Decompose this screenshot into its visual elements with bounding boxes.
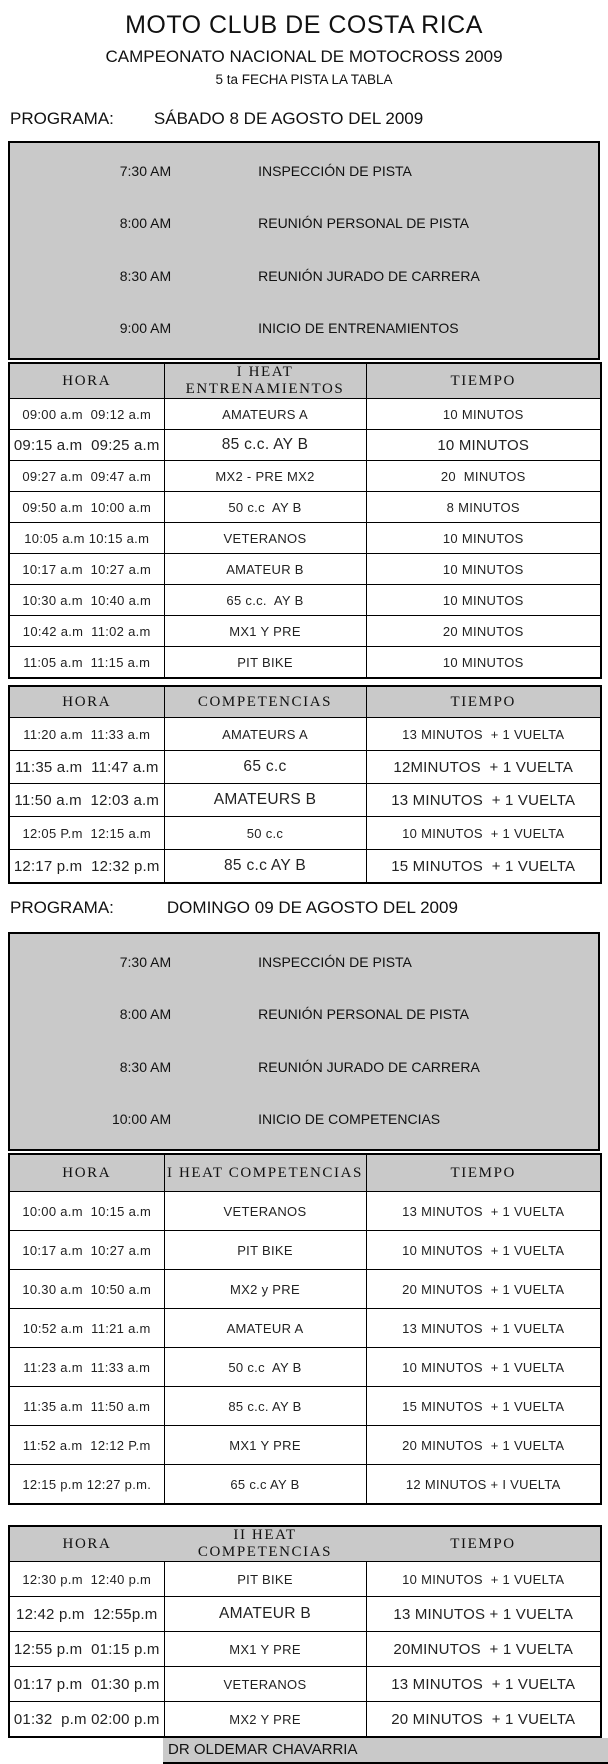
table-row xyxy=(9,718,601,751)
schedule-time: 8:00 AM xyxy=(119,1006,172,1022)
tiempo-cell: 10 MINUTOS + 1 VUELTA xyxy=(366,1231,601,1270)
class-cell: 85 c.c. AY B xyxy=(164,430,366,461)
tiempo-cell: 20 MINUTOS + 1 VUELTA xyxy=(366,1702,601,1738)
table-row xyxy=(9,1426,601,1465)
program-date: SÁBADO 8 DE AGOSTO DEL 2009 xyxy=(153,109,424,128)
hora-cell: 11:35 a.m 11:47 a.m xyxy=(9,751,164,784)
class-cell: AMATEURS A xyxy=(164,718,366,751)
column-header-tiempo: TIEMPO xyxy=(366,1526,601,1562)
column-header-clase: II HEAT COMPETENCIAS xyxy=(164,1526,366,1562)
class-cell: AMATEUR B xyxy=(164,1597,366,1632)
class-cell: 85 c.c. AY B xyxy=(164,1387,366,1426)
program-line-sunday xyxy=(10,897,608,919)
hora-cell: 10:17 a.m 10:27 a.m xyxy=(9,1231,164,1270)
class-cell: 50 c.c xyxy=(164,817,366,850)
hora-cell: 09:15 a.m 09:25 a.m xyxy=(9,430,164,461)
class-cell: 50 c.c AY B xyxy=(164,492,366,523)
hora-cell: 12:05 P.m 12:15 a.m xyxy=(9,817,164,850)
schedule-time: 8:30 AM xyxy=(119,1058,172,1075)
schedule-line xyxy=(10,936,598,989)
header-row xyxy=(9,1526,601,1562)
table-row xyxy=(9,1309,601,1348)
class-cell: PIT BIKE xyxy=(164,1562,366,1597)
footer-signature: DR OLDEMAR CHAVARRIA xyxy=(163,1738,608,1764)
header-row xyxy=(9,1154,601,1192)
table-row xyxy=(9,523,601,554)
tiempo-cell: 10 MINUTOS xyxy=(366,554,601,585)
tiempo-cell: 13 MINUTOS + 1 VUELTA xyxy=(366,784,601,817)
table-row xyxy=(9,1387,601,1426)
class-cell: MX2 y PRE xyxy=(164,1270,366,1309)
table-row xyxy=(9,1465,601,1505)
table-row xyxy=(9,1562,601,1597)
page-subtitle: CAMPEONATO NACIONAL DE MOTOCROSS 2009 xyxy=(105,47,503,66)
table-row xyxy=(9,399,601,430)
schedule-activity: INICIO DE COMPETENCIAS xyxy=(258,1111,441,1127)
column-header-clase: I HEAT COMPETENCIAS xyxy=(164,1154,366,1192)
saturday-competition-table xyxy=(8,685,602,884)
column-header-hora: HORA xyxy=(9,1526,164,1562)
hora-cell: 12:30 p.m 12:40 p.m xyxy=(9,1562,164,1597)
class-cell: VETERANOS xyxy=(164,523,366,554)
hora-cell: 11:20 a.m 11:33 a.m xyxy=(9,718,164,751)
class-cell: VETERANOS xyxy=(164,1667,366,1702)
class-cell: 65 c.c xyxy=(164,751,366,784)
hora-cell: 11:50 a.m 12:03 a.m xyxy=(9,784,164,817)
hora-cell: 10:00 a.m 10:15 a.m xyxy=(9,1192,164,1231)
tiempo-cell: 20 MINUTOS xyxy=(366,616,601,647)
schedule-line xyxy=(10,250,598,303)
schedule-activity: REUNIÓN PERSONAL DE PISTA xyxy=(258,1006,469,1022)
column-header-clase: COMPETENCIAS xyxy=(164,686,366,718)
tiempo-cell: 20 MINUTOS + 1 VUELTA xyxy=(366,1270,601,1309)
program-line-saturday xyxy=(10,108,608,130)
column-header-hora: HORA xyxy=(9,1154,164,1192)
hora-cell: 12:15 p.m 12:27 p.m. xyxy=(9,1465,164,1505)
schedule-activity: REUNIÓN JURADO DE CARRERA xyxy=(258,1058,480,1075)
tiempo-cell: 20MINUTOS + 1 VUELTA xyxy=(366,1632,601,1667)
table-row xyxy=(9,751,601,784)
class-cell: 50 c.c AY B xyxy=(164,1348,366,1387)
tiempo-cell: 10 MINUTOS xyxy=(366,647,601,679)
tiempo-cell: 20 MINUTOS xyxy=(366,461,601,492)
table-row xyxy=(9,554,601,585)
tiempo-cell: 13 MINUTOS + 1 VUELTA xyxy=(366,718,601,751)
class-cell: MX1 Y PRE xyxy=(164,1632,366,1667)
schedule-line xyxy=(10,198,598,251)
tiempo-cell: 10 MINUTOS xyxy=(366,430,601,461)
hora-cell: 10:30 a.m 10:40 a.m xyxy=(9,585,164,616)
class-cell: PIT BIKE xyxy=(164,647,366,679)
schedule-line xyxy=(10,145,598,198)
tiempo-cell: 8 MINUTOS xyxy=(366,492,601,523)
schedule-time: 8:00 AM xyxy=(119,215,172,231)
schedule-line xyxy=(10,989,598,1042)
schedule-time: 7:30 AM xyxy=(119,953,172,970)
table-row xyxy=(9,430,601,461)
schedule-activity: INSPECCIÓN DE PISTA xyxy=(258,162,412,179)
hora-cell: 10.30 a.m 10:50 a.m xyxy=(9,1270,164,1309)
table-row xyxy=(9,616,601,647)
hora-cell: 11:23 a.m 11:33 a.m xyxy=(9,1348,164,1387)
table-row xyxy=(9,1348,601,1387)
tiempo-cell: 13 MINUTOS + 1 VUELTA xyxy=(366,1309,601,1348)
hora-cell: 11:35 a.m 11:50 a.m xyxy=(9,1387,164,1426)
class-cell: VETERANOS xyxy=(164,1192,366,1231)
class-cell: AMATEUR A xyxy=(164,1309,366,1348)
column-header-tiempo: TIEMPO xyxy=(366,1154,601,1192)
tiempo-cell: 10 MINUTOS xyxy=(366,399,601,430)
schedule-time: 9:00 AM xyxy=(119,320,172,336)
table-row xyxy=(9,647,601,679)
class-cell: 65 c.c AY B xyxy=(164,1465,366,1505)
hora-cell: 09:00 a.m 09:12 a.m xyxy=(9,399,164,430)
schedule-time: 7:30 AM xyxy=(119,162,172,179)
hora-cell: 12:42 p.m 12:55p.m xyxy=(9,1597,164,1632)
hora-cell: 01:32 p.m 02:00 p.m xyxy=(9,1702,164,1738)
class-cell: AMATEURS B xyxy=(164,784,366,817)
header-row xyxy=(9,686,601,718)
class-cell: MX2 - PRE MX2 xyxy=(164,461,366,492)
table-row xyxy=(9,817,601,850)
saturday-training-table xyxy=(8,362,602,679)
hora-cell: 09:27 a.m 09:47 a.m xyxy=(9,461,164,492)
table-row xyxy=(9,1702,601,1738)
tiempo-cell: 13 MINUTOS + 1 VUELTA xyxy=(366,1192,601,1231)
table-row xyxy=(9,1667,601,1702)
tiempo-cell: 12 MINUTOS + I VUELTA xyxy=(366,1465,601,1505)
table-row xyxy=(9,784,601,817)
table-row xyxy=(9,461,601,492)
column-header-tiempo: TIEMPO xyxy=(366,363,601,399)
tiempo-cell: 15 MINUTOS + 1 VUELTA xyxy=(366,1387,601,1426)
sunday-schedule-block xyxy=(8,932,600,1151)
program-label: PROGRAMA: xyxy=(10,898,114,917)
table-row xyxy=(9,1192,601,1231)
sunday-heat1-table xyxy=(8,1153,602,1505)
table-row xyxy=(9,1597,601,1632)
hora-cell: 12:17 p.m 12:32 p.m xyxy=(9,850,164,884)
tiempo-cell: 10 MINUTOS + 1 VUELTA xyxy=(366,817,601,850)
table-row xyxy=(9,1231,601,1270)
hora-cell: 09:50 a.m 10:00 a.m xyxy=(9,492,164,523)
hora-cell: 11:52 a.m 12:12 P.m xyxy=(9,1426,164,1465)
sunday-heat2-table xyxy=(8,1525,602,1738)
schedule-line xyxy=(10,303,598,356)
table-row xyxy=(9,1270,601,1309)
table-row xyxy=(9,585,601,616)
page-edition: 5 ta FECHA PISTA LA TABLA xyxy=(215,72,393,87)
tiempo-cell: 13 MINUTOS + 1 VUELTA xyxy=(366,1667,601,1702)
column-header-clase: I HEAT ENTRENAMIENTOS xyxy=(164,363,366,399)
column-header-hora: HORA xyxy=(9,363,164,399)
class-cell: AMATEUR B xyxy=(164,554,366,585)
tiempo-cell: 10 MINUTOS + 1 VUELTA xyxy=(366,1348,601,1387)
table-row xyxy=(9,850,601,884)
tiempo-cell: 15 MINUTOS + 1 VUELTA xyxy=(366,850,601,884)
hora-cell: 10:17 a.m 10:27 a.m xyxy=(9,554,164,585)
class-cell: MX1 Y PRE xyxy=(164,616,366,647)
class-cell: MX1 Y PRE xyxy=(164,1426,366,1465)
schedule-activity: INICIO DE ENTRENAMIENTOS xyxy=(258,320,459,336)
tiempo-cell: 13 MINUTOS + 1 VUELTA xyxy=(366,1597,601,1632)
tiempo-cell: 10 MINUTOS + 1 VUELTA xyxy=(366,1562,601,1597)
tiempo-cell: 12MINUTOS + 1 VUELTA xyxy=(366,751,601,784)
program-label: PROGRAMA: xyxy=(10,109,114,128)
column-header-hora: HORA xyxy=(9,686,164,718)
header-row xyxy=(9,363,601,399)
hora-cell: 10:05 a.m 10:15 a.m xyxy=(9,523,164,554)
hora-cell: 10:42 a.m 11:02 a.m xyxy=(9,616,164,647)
hora-cell: 01:17 p.m 01:30 p.m xyxy=(9,1667,164,1702)
program-date: DOMINGO 09 DE AGOSTO DEL 2009 xyxy=(166,898,458,917)
tiempo-cell: 10 MINUTOS xyxy=(366,523,601,554)
class-cell: AMATEURS A xyxy=(164,399,366,430)
schedule-line xyxy=(10,1041,598,1094)
hora-cell: 12:55 p.m 01:15 p.m xyxy=(9,1632,164,1667)
tiempo-cell: 20 MINUTOS + 1 VUELTA xyxy=(366,1426,601,1465)
tiempo-cell: 10 MINUTOS xyxy=(366,585,601,616)
hora-cell: 10:52 a.m 11:21 a.m xyxy=(9,1309,164,1348)
class-cell: 85 c.c AY B xyxy=(164,850,366,884)
column-header-tiempo: TIEMPO xyxy=(366,686,601,718)
class-cell: 65 c.c. AY B xyxy=(164,585,366,616)
hora-cell: 11:05 a.m 11:15 a.m xyxy=(9,647,164,679)
class-cell: PIT BIKE xyxy=(164,1231,366,1270)
table-row xyxy=(9,492,601,523)
class-cell: MX2 Y PRE xyxy=(164,1702,366,1738)
table-row xyxy=(9,1632,601,1667)
saturday-schedule-block xyxy=(8,141,600,360)
schedule-activity: REUNIÓN JURADO DE CARRERA xyxy=(258,267,480,284)
schedule-time: 10:00 AM xyxy=(111,1111,172,1127)
schedule-line xyxy=(10,1094,598,1147)
schedule-activity: REUNIÓN PERSONAL DE PISTA xyxy=(258,215,469,231)
schedule-time: 8:30 AM xyxy=(119,267,172,284)
schedule-activity: INSPECCIÓN DE PISTA xyxy=(258,953,412,970)
page-title: MOTO CLUB DE COSTA RICA xyxy=(125,11,483,39)
